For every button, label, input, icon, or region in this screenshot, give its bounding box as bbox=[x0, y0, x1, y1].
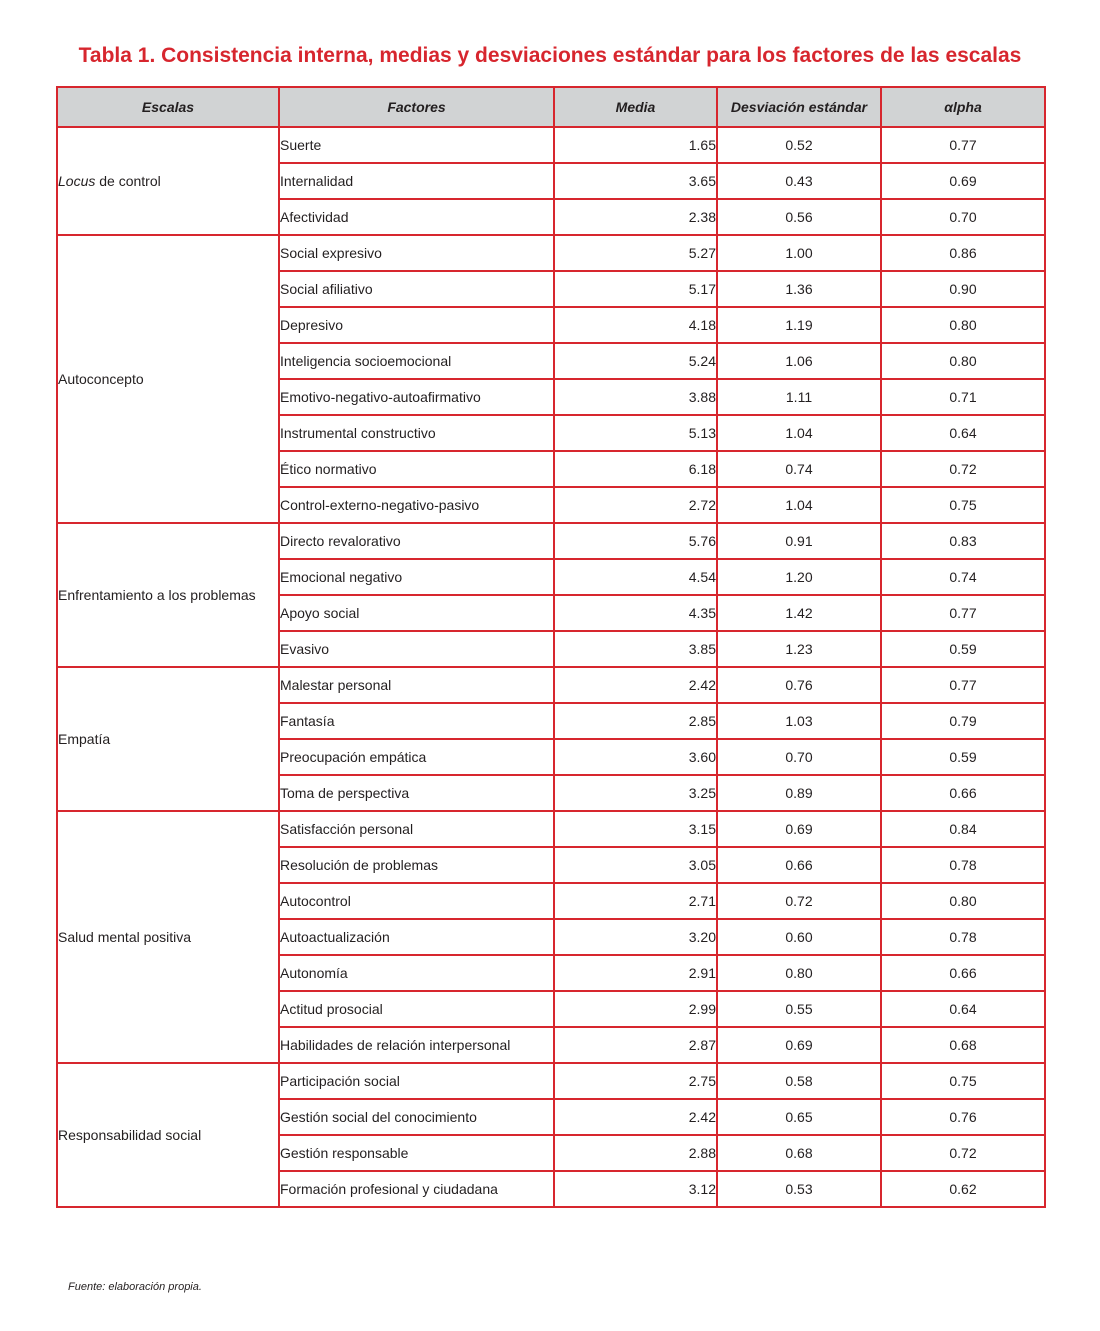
alpha-cell: 0.64 bbox=[881, 991, 1045, 1027]
media-cell: 2.42 bbox=[554, 667, 717, 703]
factor-cell: Directo revalorativo bbox=[279, 523, 554, 559]
desviacion-cell: 0.76 bbox=[717, 667, 881, 703]
desviacion-cell: 1.11 bbox=[717, 379, 881, 415]
media-cell: 4.18 bbox=[554, 307, 717, 343]
desviacion-cell: 0.43 bbox=[717, 163, 881, 199]
desviacion-cell: 0.56 bbox=[717, 199, 881, 235]
desviacion-cell: 1.06 bbox=[717, 343, 881, 379]
desviacion-cell: 0.72 bbox=[717, 883, 881, 919]
table-row bbox=[57, 1063, 1045, 1099]
factor-cell: Social expresivo bbox=[279, 235, 554, 271]
factor-cell: Inteligencia socioemocional bbox=[279, 343, 554, 379]
header-escalas: Escalas bbox=[57, 87, 279, 127]
alpha-cell: 0.64 bbox=[881, 415, 1045, 451]
media-cell: 3.88 bbox=[554, 379, 717, 415]
media-cell: 2.72 bbox=[554, 487, 717, 523]
desviacion-cell: 1.42 bbox=[717, 595, 881, 631]
desviacion-cell: 0.65 bbox=[717, 1099, 881, 1135]
table-row bbox=[57, 235, 1045, 271]
factor-cell: Gestión social del conocimiento bbox=[279, 1099, 554, 1135]
alpha-cell: 0.84 bbox=[881, 811, 1045, 847]
source-note: Fuente: elaboración propia. bbox=[68, 1281, 202, 1293]
table-row bbox=[57, 127, 1045, 163]
factor-cell: Social afiliativo bbox=[279, 271, 554, 307]
media-cell: 3.65 bbox=[554, 163, 717, 199]
media-cell: 3.05 bbox=[554, 847, 717, 883]
media-cell: 5.17 bbox=[554, 271, 717, 307]
desviacion-cell: 0.80 bbox=[717, 955, 881, 991]
media-cell: 1.65 bbox=[554, 127, 717, 163]
media-cell: 3.12 bbox=[554, 1171, 717, 1207]
factor-cell: Emotivo-negativo-autoafirmativo bbox=[279, 379, 554, 415]
alpha-cell: 0.79 bbox=[881, 703, 1045, 739]
desviacion-cell: 0.55 bbox=[717, 991, 881, 1027]
factor-cell: Habilidades de relación interpersonal bbox=[279, 1027, 554, 1063]
media-cell: 3.15 bbox=[554, 811, 717, 847]
factor-cell: Afectividad bbox=[279, 199, 554, 235]
desviacion-cell: 1.03 bbox=[717, 703, 881, 739]
media-cell: 2.38 bbox=[554, 199, 717, 235]
media-cell: 2.87 bbox=[554, 1027, 717, 1063]
desviacion-cell: 0.53 bbox=[717, 1171, 881, 1207]
factor-cell: Resolución de problemas bbox=[279, 847, 554, 883]
table-row bbox=[57, 667, 1045, 703]
media-cell: 2.42 bbox=[554, 1099, 717, 1135]
alpha-cell: 0.66 bbox=[881, 955, 1045, 991]
alpha-cell: 0.83 bbox=[881, 523, 1045, 559]
escala-cell bbox=[57, 811, 279, 1063]
alpha-cell: 0.69 bbox=[881, 163, 1045, 199]
desviacion-cell: 1.04 bbox=[717, 415, 881, 451]
media-cell: 4.54 bbox=[554, 559, 717, 595]
media-cell: 4.35 bbox=[554, 595, 717, 631]
media-cell: 2.75 bbox=[554, 1063, 717, 1099]
alpha-cell: 0.59 bbox=[881, 739, 1045, 775]
escala-cell bbox=[57, 235, 279, 523]
desviacion-cell: 0.60 bbox=[717, 919, 881, 955]
factor-cell: Formación profesional y ciudadana bbox=[279, 1171, 554, 1207]
header-media: Media bbox=[554, 87, 717, 127]
factor-cell: Gestión responsable bbox=[279, 1135, 554, 1171]
header-factores: Factores bbox=[279, 87, 554, 127]
factor-cell: Internalidad bbox=[279, 163, 554, 199]
desviacion-cell: 0.68 bbox=[717, 1135, 881, 1171]
desviacion-cell: 1.20 bbox=[717, 559, 881, 595]
escala-label-italic: Locus bbox=[58, 173, 96, 189]
desviacion-cell: 0.58 bbox=[717, 1063, 881, 1099]
media-cell: 5.27 bbox=[554, 235, 717, 271]
alpha-cell: 0.75 bbox=[881, 1063, 1045, 1099]
escala-label: de control bbox=[95, 173, 161, 189]
media-cell: 5.76 bbox=[554, 523, 717, 559]
desviacion-cell: 0.70 bbox=[717, 739, 881, 775]
factor-cell: Preocupación empática bbox=[279, 739, 554, 775]
alpha-cell: 0.66 bbox=[881, 775, 1045, 811]
escala-cell bbox=[57, 1063, 279, 1207]
alpha-cell: 0.68 bbox=[881, 1027, 1045, 1063]
alpha-cell: 0.90 bbox=[881, 271, 1045, 307]
media-cell: 5.24 bbox=[554, 343, 717, 379]
alpha-cell: 0.72 bbox=[881, 1135, 1045, 1171]
alpha-cell: 0.62 bbox=[881, 1171, 1045, 1207]
factor-cell: Control-externo-negativo-pasivo bbox=[279, 487, 554, 523]
alpha-cell: 0.72 bbox=[881, 451, 1045, 487]
desviacion-cell: 0.74 bbox=[717, 451, 881, 487]
media-cell: 3.85 bbox=[554, 631, 717, 667]
table-row bbox=[57, 811, 1045, 847]
alpha-cell: 0.77 bbox=[881, 595, 1045, 631]
alpha-cell: 0.75 bbox=[881, 487, 1045, 523]
factor-cell: Fantasía bbox=[279, 703, 554, 739]
alpha-cell: 0.86 bbox=[881, 235, 1045, 271]
header-desviacion: Desviación estándar bbox=[717, 87, 881, 127]
factor-cell: Depresivo bbox=[279, 307, 554, 343]
factor-cell: Instrumental constructivo bbox=[279, 415, 554, 451]
alpha-cell: 0.78 bbox=[881, 919, 1045, 955]
escala-label: Empatía bbox=[58, 731, 111, 747]
factor-cell: Toma de perspectiva bbox=[279, 775, 554, 811]
desviacion-cell: 1.04 bbox=[717, 487, 881, 523]
factor-cell: Satisfacción personal bbox=[279, 811, 554, 847]
desviacion-cell: 1.23 bbox=[717, 631, 881, 667]
desviacion-cell: 1.36 bbox=[717, 271, 881, 307]
desviacion-cell: 0.66 bbox=[717, 847, 881, 883]
alpha-cell: 0.80 bbox=[881, 883, 1045, 919]
factor-cell: Autoactualización bbox=[279, 919, 554, 955]
alpha-cell: 0.76 bbox=[881, 1099, 1045, 1135]
media-cell: 3.20 bbox=[554, 919, 717, 955]
desviacion-cell: 0.69 bbox=[717, 811, 881, 847]
escala-cell bbox=[57, 667, 279, 811]
factor-cell: Actitud prosocial bbox=[279, 991, 554, 1027]
media-cell: 2.85 bbox=[554, 703, 717, 739]
factor-cell: Suerte bbox=[279, 127, 554, 163]
alpha-cell: 0.80 bbox=[881, 307, 1045, 343]
media-cell: 2.88 bbox=[554, 1135, 717, 1171]
factor-cell: Autocontrol bbox=[279, 883, 554, 919]
escala-label: Salud mental positiva bbox=[58, 929, 192, 945]
desviacion-cell: 1.00 bbox=[717, 235, 881, 271]
escala-cell bbox=[57, 523, 279, 667]
alpha-cell: 0.59 bbox=[881, 631, 1045, 667]
alpha-cell: 0.77 bbox=[881, 667, 1045, 703]
media-cell: 5.13 bbox=[554, 415, 717, 451]
factor-cell: Participación social bbox=[279, 1063, 554, 1099]
media-cell: 2.71 bbox=[554, 883, 717, 919]
escala-label: Responsabilidad social bbox=[58, 1127, 202, 1143]
escala-label: Enfrentamiento a los problemas bbox=[58, 587, 256, 603]
table-body bbox=[57, 127, 1045, 1207]
table-row bbox=[57, 523, 1045, 559]
media-cell: 3.60 bbox=[554, 739, 717, 775]
factor-cell: Autonomía bbox=[279, 955, 554, 991]
table-title: Tabla 1. Consistencia interna, medias y desviaciones estándar para los factores de las escalas bbox=[78, 44, 1022, 67]
desviacion-cell: 0.91 bbox=[717, 523, 881, 559]
desviacion-cell: 0.89 bbox=[717, 775, 881, 811]
data-table bbox=[56, 86, 1046, 1208]
alpha-cell: 0.78 bbox=[881, 847, 1045, 883]
alpha-cell: 0.71 bbox=[881, 379, 1045, 415]
factor-cell: Evasivo bbox=[279, 631, 554, 667]
factor-cell: Emocional negativo bbox=[279, 559, 554, 595]
escala-cell bbox=[57, 127, 279, 235]
alpha-cell: 0.70 bbox=[881, 199, 1045, 235]
media-cell: 2.99 bbox=[554, 991, 717, 1027]
desviacion-cell: 0.69 bbox=[717, 1027, 881, 1063]
factor-cell: Malestar personal bbox=[279, 667, 554, 703]
media-cell: 3.25 bbox=[554, 775, 717, 811]
alpha-cell: 0.77 bbox=[881, 127, 1045, 163]
factor-cell: Apoyo social bbox=[279, 595, 554, 631]
media-cell: 2.91 bbox=[554, 955, 717, 991]
media-cell: 6.18 bbox=[554, 451, 717, 487]
factor-cell: Ético normativo bbox=[279, 451, 554, 487]
desviacion-cell: 0.52 bbox=[717, 127, 881, 163]
header-row bbox=[57, 87, 1045, 127]
alpha-cell: 0.74 bbox=[881, 559, 1045, 595]
header-alpha: αlpha bbox=[881, 87, 1045, 127]
alpha-cell: 0.80 bbox=[881, 343, 1045, 379]
desviacion-cell: 1.19 bbox=[717, 307, 881, 343]
escala-label: Autoconcepto bbox=[58, 371, 144, 387]
